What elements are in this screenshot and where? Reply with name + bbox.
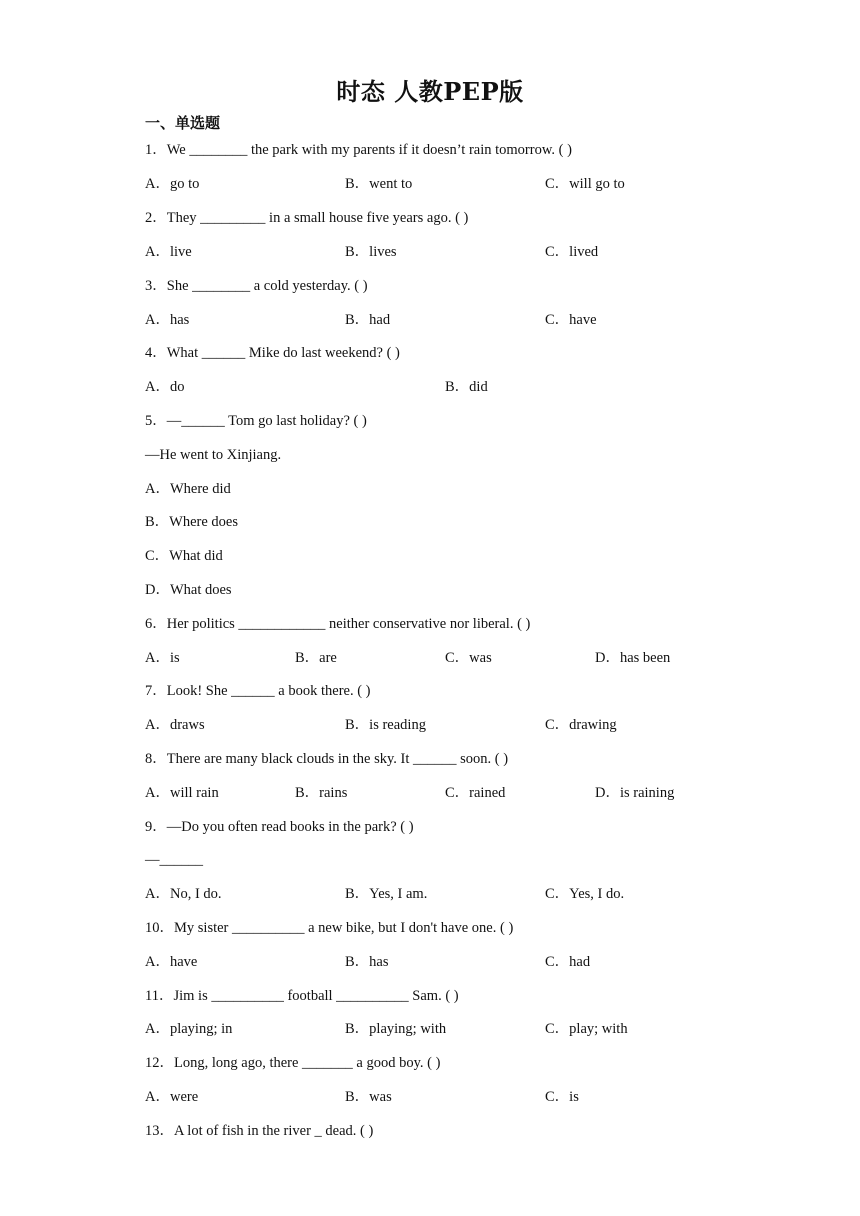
question-1-stem: 1．We ________ the park with my parents if it doesn’t rain tomorrow. ( ) [145, 142, 572, 158]
question-9-dialogue: —______ [145, 852, 203, 868]
question-5-stem: 5．—______ Tom go last holiday? ( ) [145, 413, 367, 429]
option-a: A．playing; in [145, 1021, 233, 1037]
question-8-options [145, 782, 745, 804]
question-2-stem: 2．They _________ in a small house five years ago. ( ) [145, 210, 469, 226]
option-b: B．playing; with [345, 1021, 447, 1037]
option-a: A．is [145, 650, 180, 666]
option-c: C．Yes, I do. [545, 886, 625, 902]
option-b: B．went to [345, 176, 413, 192]
option-b: B．are [295, 650, 337, 666]
section-heading: 一、单选题 [145, 114, 221, 132]
question-9-stem: 9．—Do you often read books in the park? ( ) [145, 819, 414, 835]
option-c: C．What did [145, 548, 223, 564]
question-6-options [145, 647, 745, 669]
question-4-stem: 4．What ______ Mike do last weekend? ( ) [145, 345, 400, 361]
option-c: C．was [445, 650, 492, 666]
option-a: A．go to [145, 176, 200, 192]
question-13-stem: 13．A lot of fish in the river _ dead. ( ) [145, 1123, 374, 1139]
option-a: A．No, I do. [145, 886, 222, 902]
question-9-options [145, 883, 745, 905]
option-d: D．What does [145, 582, 232, 598]
option-c: C．have [545, 312, 597, 328]
question-12-stem: 12．Long, long ago, there _______ a good boy. ( ) [145, 1055, 441, 1071]
option-b: B．was [345, 1089, 392, 1105]
option-a: A．has [145, 312, 190, 328]
option-b: B．Yes, I am. [345, 886, 428, 902]
option-c: C．drawing [545, 717, 617, 733]
option-a: A．live [145, 244, 192, 260]
question-10-stem: 10．My sister __________ a new bike, but I don't have one. ( ) [145, 920, 514, 936]
option-b: B．Where does [145, 514, 239, 530]
option-b: B．had [345, 312, 391, 328]
question-6-stem: 6．Her politics ____________ neither conservative nor liberal. ( ) [145, 616, 531, 632]
option-b: B．did [445, 379, 488, 395]
option-b: B．rains [295, 785, 348, 801]
option-a: A．do [145, 379, 185, 395]
option-a: A．were [145, 1089, 199, 1105]
question-11-options [145, 1018, 745, 1040]
option-a: A．will rain [145, 785, 219, 801]
option-c: C．rained [445, 785, 506, 801]
question-7-stem: 7．Look! She ______ a book there. ( ) [145, 683, 371, 699]
option-a: A．have [145, 954, 198, 970]
question-7-options [145, 714, 745, 736]
option-c: C．had [545, 954, 591, 970]
option-c: C．will go to [545, 176, 625, 192]
question-3-options [145, 309, 745, 331]
option-b: B．is reading [345, 717, 426, 733]
question-12-options [145, 1086, 745, 1108]
page-title: 时态 人教PEP版 [336, 77, 524, 106]
question-4-options [145, 376, 745, 398]
option-b: B．has [345, 954, 389, 970]
option-c: C．lived [545, 244, 599, 260]
option-c: C．is [545, 1089, 579, 1105]
question-5-dialogue: —He went to Xinjiang. [145, 447, 282, 463]
option-a: A．draws [145, 717, 205, 733]
question-3-stem: 3．She ________ a cold yesterday. ( ) [145, 278, 368, 294]
option-a: A．Where did [145, 481, 231, 497]
option-d: D．has been [595, 650, 671, 666]
option-d: D．is raining [595, 785, 675, 801]
question-11-stem: 11．Jim is __________ football __________ Sam. ( ) [145, 988, 459, 1004]
question-10-options [145, 951, 745, 973]
option-b: B．lives [345, 244, 397, 260]
question-2-options [145, 241, 745, 263]
question-1-options [145, 173, 745, 195]
question-8-stem: 8．There are many black clouds in the sky. It ______ soon. ( ) [145, 751, 509, 767]
option-c: C．play; with [545, 1021, 628, 1037]
